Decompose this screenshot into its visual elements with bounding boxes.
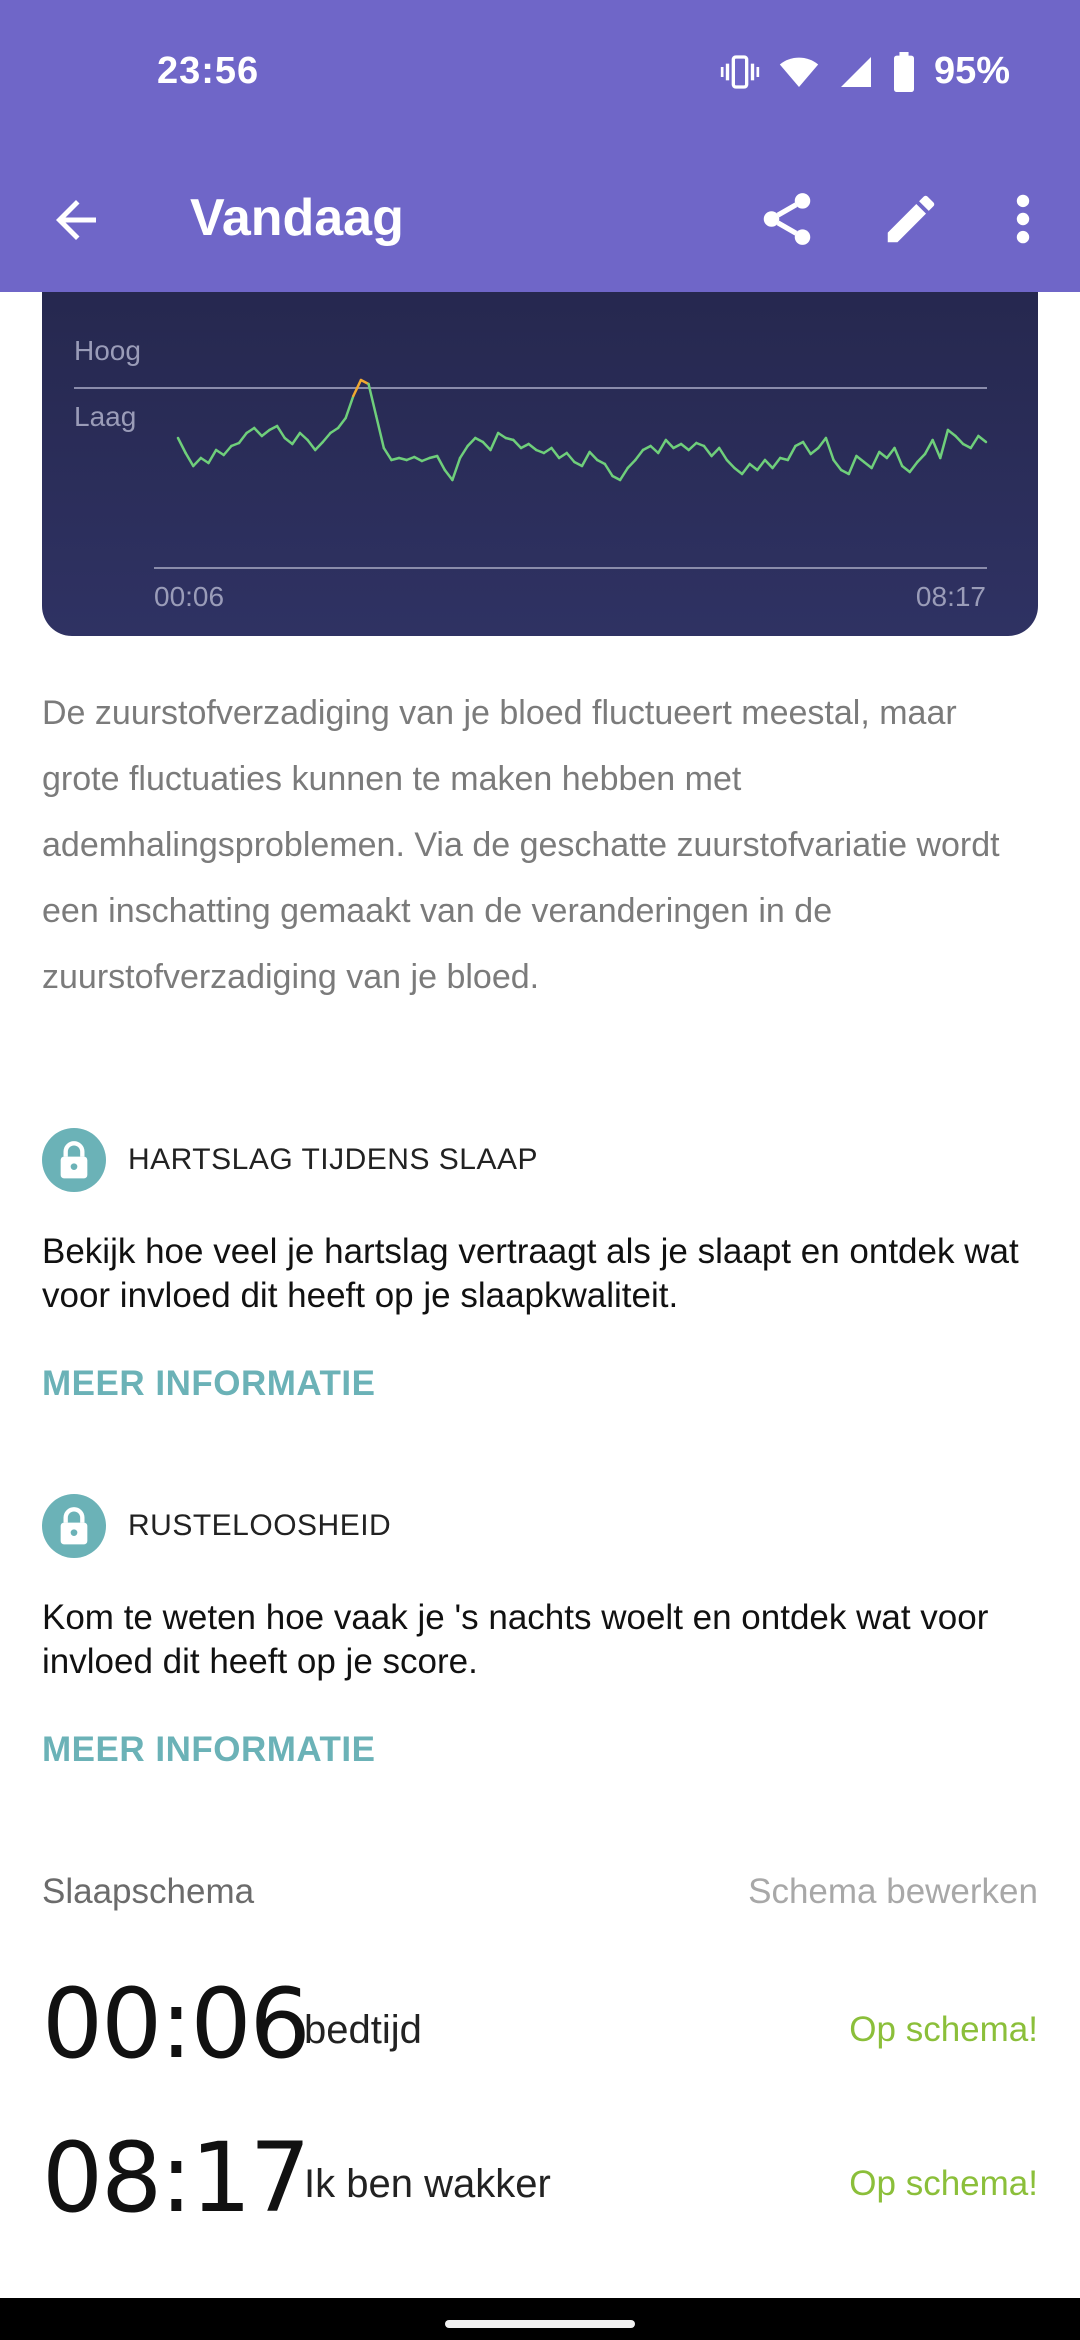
section-title: RUSTELOOSHEID bbox=[128, 1509, 392, 1542]
chart-line-segment bbox=[811, 448, 819, 454]
chart-line-segment bbox=[773, 458, 781, 468]
chart-line-segment bbox=[323, 433, 331, 442]
chart-line-segment bbox=[292, 433, 300, 444]
chart-line-segment bbox=[635, 450, 643, 460]
chart-line-segment bbox=[193, 458, 201, 466]
chart-line-segment bbox=[605, 464, 613, 476]
chart-line-segment bbox=[475, 438, 483, 442]
chart-line-segment bbox=[628, 460, 636, 468]
chart-line-segment bbox=[757, 460, 765, 470]
high-label: Hoog bbox=[74, 335, 141, 366]
chart-line-segment bbox=[940, 430, 948, 458]
chart-line-segment bbox=[856, 456, 864, 462]
chart-line-segment bbox=[864, 462, 872, 468]
section-header bbox=[42, 1128, 1042, 1192]
chart-line-segment bbox=[552, 448, 560, 458]
chart-line-segment bbox=[742, 464, 750, 474]
chart-line-segment bbox=[917, 454, 925, 462]
chart-line-segment bbox=[673, 444, 681, 448]
status-time: 23:56 bbox=[157, 50, 260, 92]
chart-line-segment bbox=[483, 442, 491, 450]
chart-line-segment bbox=[834, 460, 842, 470]
chart-line-segment bbox=[651, 446, 659, 453]
chart-line-segment bbox=[445, 470, 453, 480]
chart-line-segment bbox=[712, 448, 720, 456]
lock-icon bbox=[42, 1128, 106, 1192]
x-start-label: 00:06 bbox=[154, 581, 225, 612]
chart-line-segment bbox=[468, 438, 476, 446]
schedule-time: 00:06 bbox=[42, 1968, 309, 2080]
x-end-label: 08:17 bbox=[915, 581, 986, 612]
chart-svg bbox=[42, 292, 1038, 636]
share-icon[interactable] bbox=[756, 188, 818, 250]
chart-line-segment bbox=[681, 444, 689, 450]
schedule-title: Slaapschema bbox=[42, 1872, 255, 1911]
chart-line-segment bbox=[346, 396, 354, 418]
chart-line-segment bbox=[582, 452, 590, 466]
chart-line-segment bbox=[254, 428, 262, 436]
status-bar bbox=[0, 0, 1080, 150]
chart-line-segment bbox=[216, 450, 224, 455]
chart-line-segment bbox=[971, 436, 979, 448]
chart-line-segment bbox=[948, 430, 956, 436]
chart-line-segment bbox=[544, 448, 552, 453]
chart-line-segment bbox=[826, 438, 834, 460]
oxygen-variation-chart bbox=[42, 292, 1038, 636]
schedule-status: Op schema! bbox=[849, 2164, 1038, 2203]
section-header bbox=[42, 1494, 1042, 1558]
chart-line-segment bbox=[574, 462, 582, 466]
section-body: Kom te weten hoe vaak je 's nachts woelt en ontdek wat voor invloed dit heeft op je score. bbox=[42, 1598, 989, 1681]
chart-line-segment bbox=[384, 448, 392, 460]
chart-line-segment bbox=[277, 426, 285, 438]
schedule-row-bedtime bbox=[42, 1968, 1038, 2078]
chart-line-segment bbox=[285, 438, 293, 444]
wifi-icon bbox=[778, 52, 820, 92]
lock-icon bbox=[42, 1494, 106, 1558]
chart-line-segment bbox=[933, 440, 941, 458]
more-vert-icon[interactable] bbox=[1000, 188, 1046, 250]
chart-line-segment bbox=[597, 460, 605, 464]
chart-line-segment bbox=[247, 428, 255, 433]
schedule-row-wake bbox=[42, 2122, 1038, 2232]
more-info-link[interactable]: MEER INFORMATIE bbox=[42, 1730, 376, 1769]
chart-line-segment bbox=[208, 450, 216, 463]
schedule-status: Op schema! bbox=[849, 2010, 1038, 2049]
chart-line-segment bbox=[452, 458, 460, 480]
chart-line-segment bbox=[849, 456, 857, 474]
home-handle[interactable] bbox=[445, 2320, 635, 2328]
chart-line-segment bbox=[414, 457, 422, 461]
chart-line-segment bbox=[262, 430, 270, 436]
edit-icon[interactable] bbox=[880, 188, 942, 250]
chart-line-segment bbox=[658, 440, 666, 453]
chart-line-segment bbox=[498, 433, 506, 438]
status-icons bbox=[720, 50, 1010, 93]
chart-line-segment bbox=[750, 464, 758, 470]
chart-line-segment bbox=[590, 452, 598, 460]
schedule-label: Ik ben wakker bbox=[304, 2162, 551, 2206]
chart-line-segment bbox=[239, 433, 247, 443]
chart-line-segment bbox=[620, 468, 628, 480]
schedule-header bbox=[42, 1872, 1038, 1912]
chart-line-segment bbox=[437, 456, 445, 470]
chart-line-segment bbox=[963, 444, 971, 448]
chart-line-segment bbox=[338, 418, 346, 428]
chart-line-segment bbox=[376, 416, 384, 448]
chart-line-segment bbox=[491, 433, 499, 450]
chart-line-segment bbox=[269, 426, 277, 430]
chart-line-segment bbox=[529, 444, 537, 450]
chart-line-segment bbox=[734, 468, 742, 474]
chart-line-segment bbox=[872, 452, 880, 468]
section-heart-rate-sleep bbox=[42, 1128, 1042, 1404]
chart-line-segment bbox=[186, 453, 194, 466]
chart-line-segment bbox=[521, 444, 529, 448]
chart-description: De zuurstofverzadiging van je bloed fluctueert meestal, maar grote fluctuaties kunnen te maken hebben met ademhalingsproblemen. Via de geschatte zuurstofvariatie wordt een inschatting gemaakt van de veranderingen in de zuurstofverzadiging van je bloed. bbox=[42, 694, 1000, 996]
low-label: Laag bbox=[74, 401, 137, 432]
chart-line-segment bbox=[704, 446, 712, 456]
edit-schedule-link[interactable]: Schema bewerken bbox=[748, 1872, 1038, 1911]
chart-line-segment bbox=[978, 436, 986, 442]
chart-line-segment bbox=[795, 442, 803, 446]
chart-line-segment bbox=[727, 460, 735, 468]
section-title: HARTSLAG TIJDENS SLAAP bbox=[128, 1143, 539, 1176]
chart-line-segment bbox=[300, 433, 308, 440]
app-bar bbox=[0, 150, 1080, 292]
back-arrow-icon[interactable] bbox=[46, 190, 106, 250]
more-info-link[interactable]: MEER INFORMATIE bbox=[42, 1364, 376, 1403]
battery-icon bbox=[892, 52, 916, 92]
chart-line-segment bbox=[879, 452, 887, 458]
chart-line-segment bbox=[201, 458, 209, 463]
chart-line-segment bbox=[643, 446, 651, 450]
vibrate-icon bbox=[720, 52, 760, 92]
battery-percentage: 95% bbox=[933, 50, 1010, 92]
schedule-time: 08:17 bbox=[42, 2122, 309, 2234]
chart-line-segment bbox=[765, 460, 773, 468]
chart-line-segment bbox=[788, 446, 796, 460]
page-title: Vandaag bbox=[190, 189, 404, 247]
chart-line-segment bbox=[902, 466, 910, 472]
signal-icon bbox=[838, 52, 874, 92]
schedule-label: bedtijd bbox=[304, 2008, 422, 2052]
chart-line-segment bbox=[910, 462, 918, 472]
chart-line-segment bbox=[841, 470, 849, 474]
section-body: Bekijk hoe veel je hartslag vertraagt als je slaapt en ontdek wat voor invloed dit heeft op je slaapkwaliteit. bbox=[42, 1232, 1019, 1315]
oxygen-series bbox=[178, 380, 986, 480]
chart-line-segment bbox=[178, 438, 186, 453]
section-restlessness bbox=[42, 1494, 1042, 1770]
chart-line-segment bbox=[308, 440, 316, 450]
chart-line-segment bbox=[719, 448, 727, 460]
chart-line-segment bbox=[689, 443, 697, 450]
chart-line-segment bbox=[315, 442, 323, 450]
chart-line-segment bbox=[330, 428, 338, 433]
chart-line-segment bbox=[224, 446, 232, 455]
chart-line-segment bbox=[612, 476, 620, 480]
chart-line-segment bbox=[818, 438, 826, 448]
system-nav-bar bbox=[0, 2298, 1080, 2340]
chart-line-segment bbox=[567, 453, 575, 462]
chart-line-segment bbox=[666, 440, 674, 448]
chart-line-segment bbox=[925, 440, 933, 454]
chart-line-segment bbox=[559, 453, 567, 458]
chart-peak-segment bbox=[361, 380, 369, 384]
chart-line-segment bbox=[887, 448, 895, 458]
chart-line-segment bbox=[956, 436, 964, 444]
chart-line-segment bbox=[803, 442, 811, 454]
chart-line-segment bbox=[513, 440, 521, 448]
chart-line-segment bbox=[460, 446, 468, 458]
chart-line-segment bbox=[895, 448, 903, 466]
